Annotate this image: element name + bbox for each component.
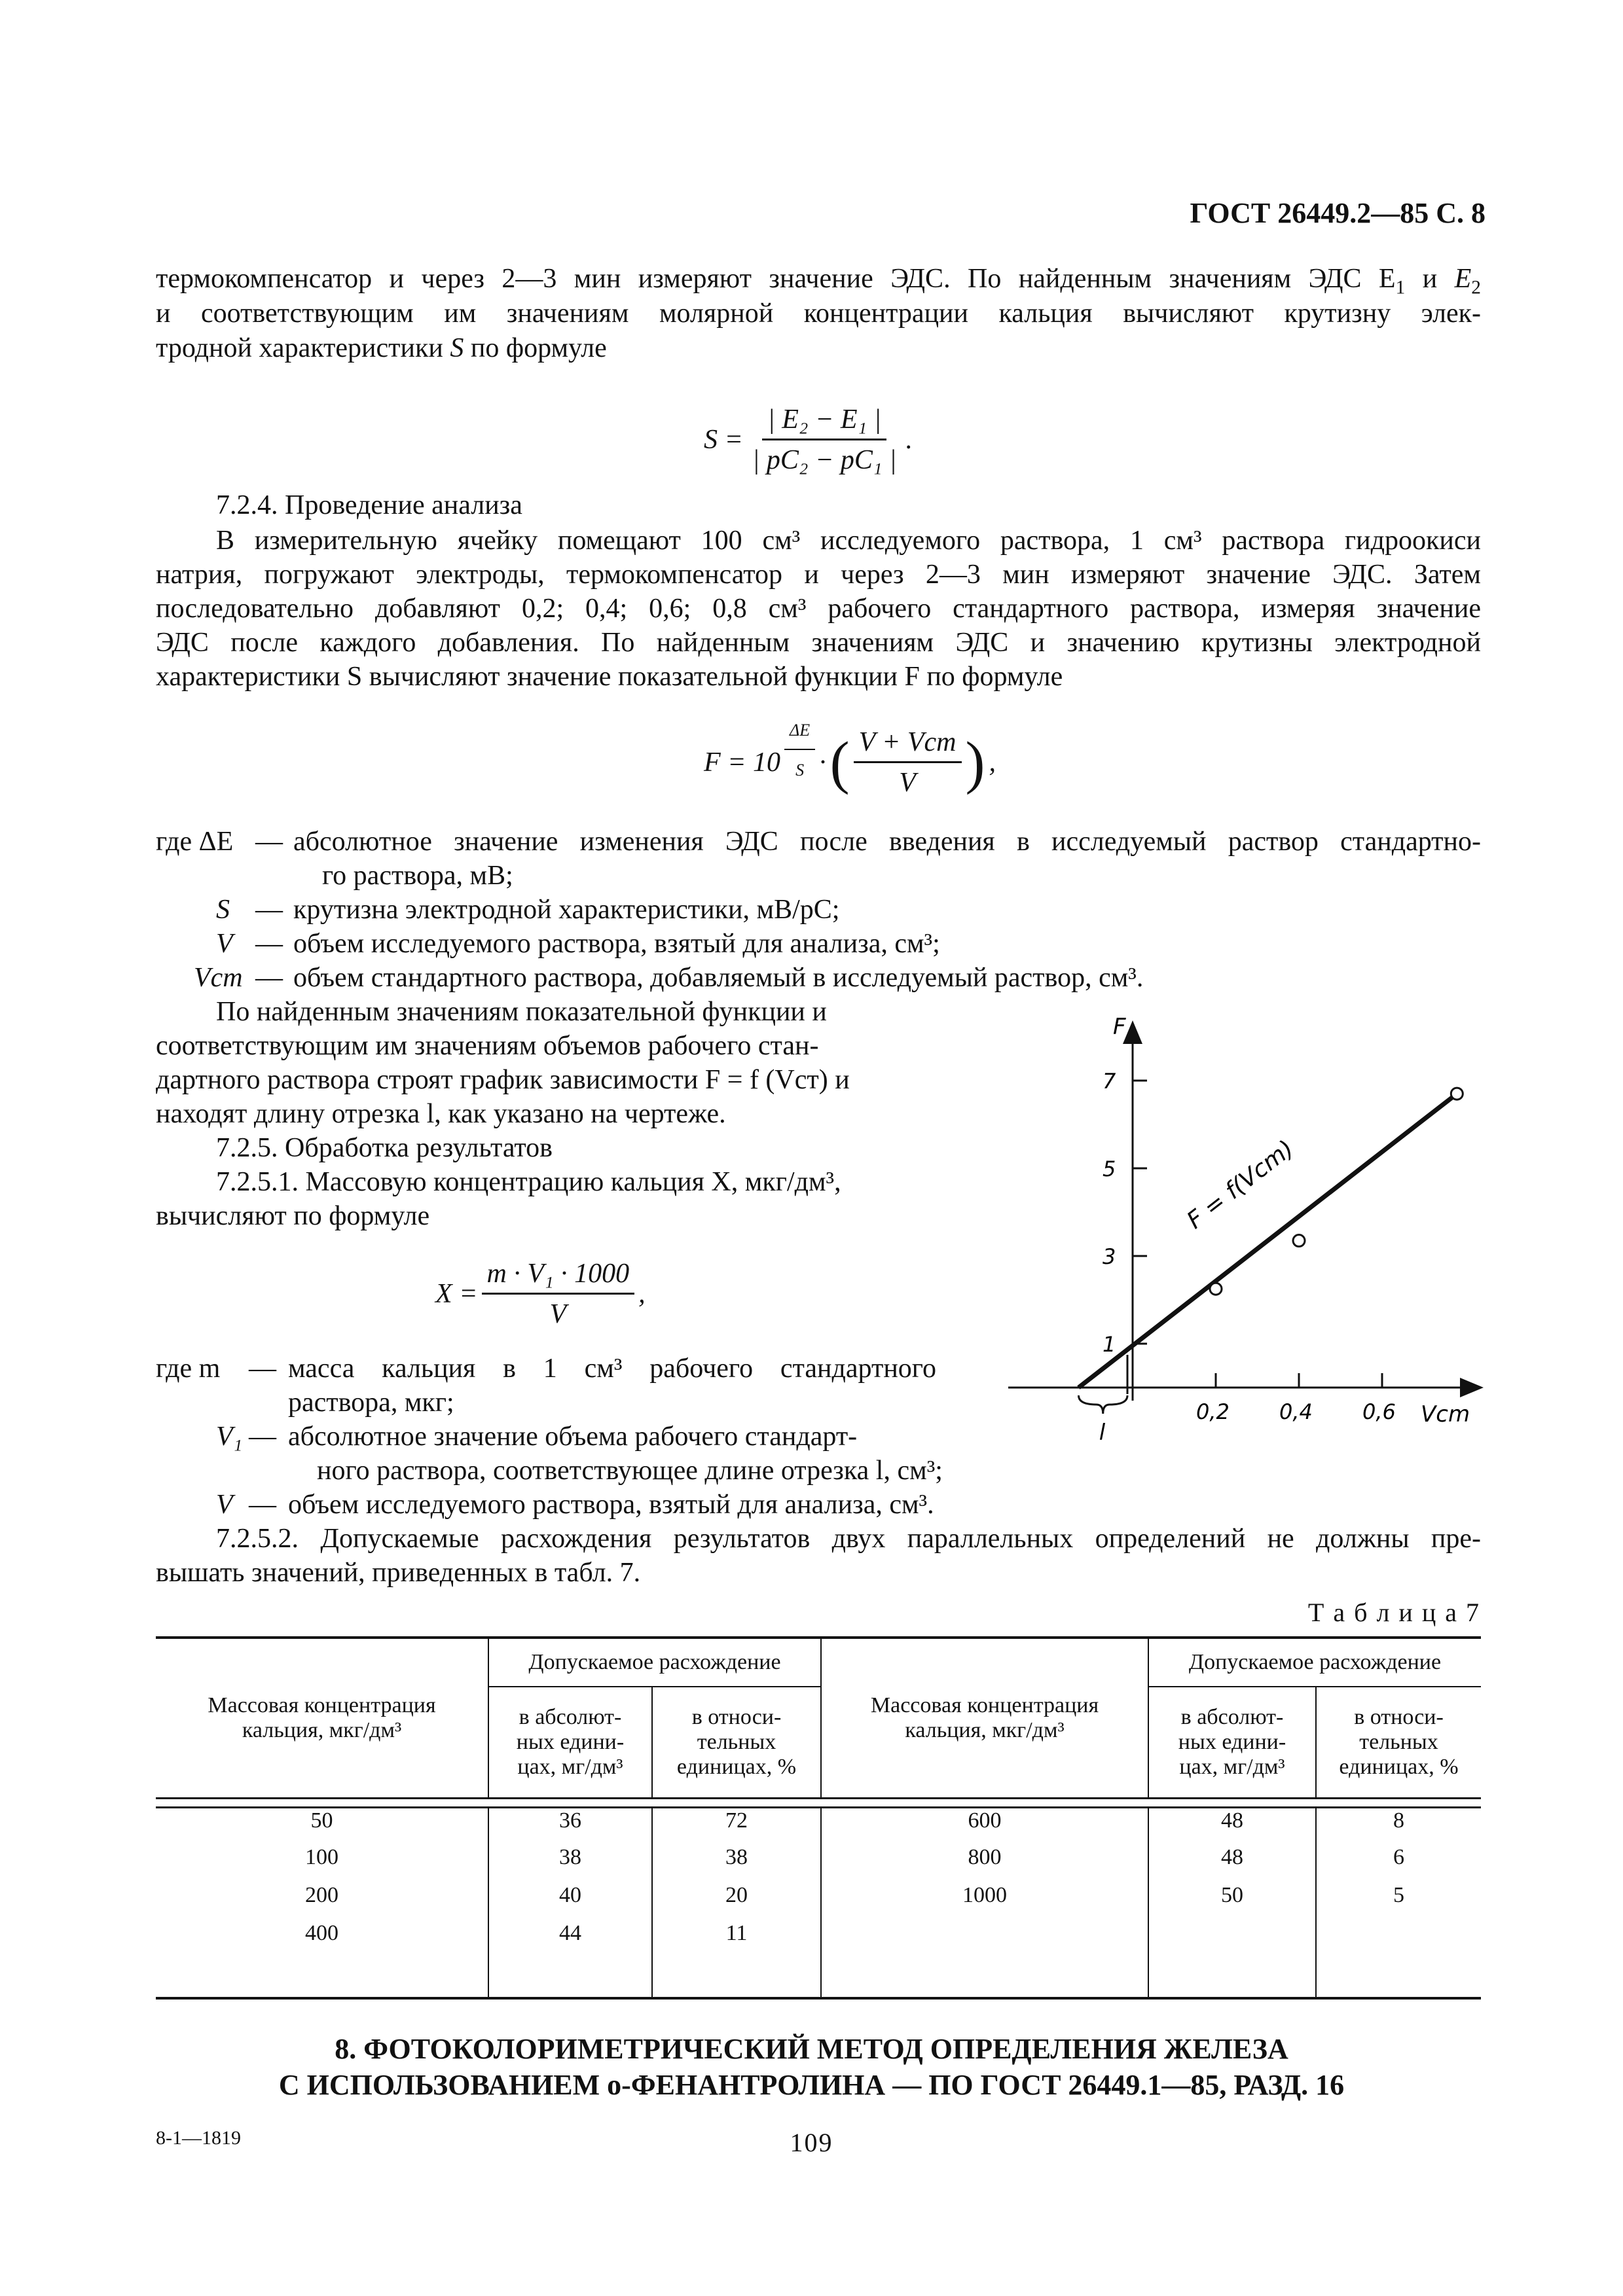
formula-fraction: $\frac{\text{| E₂ − E₁ |}}{\text{| pC₂ − pC₁ |}}$: [747, 403, 902, 478]
legend-dash: —: [249, 1354, 276, 1384]
legend-text: раствора, мкг;: [288, 1388, 454, 1418]
formula-f: F = 10 $\frac{\Delta E}{S}$ · ( $\frac{\text{V + Vст}}{V}$ ) ,: [704, 725, 996, 800]
legend-symbol: V₁: [216, 1422, 243, 1452]
footer-code: 8-1—1819: [156, 2127, 241, 2149]
section-heading: С ИСПОЛЬЗОВАНИЕМ о-ФЕНАНТРОЛИНА — ПО ГОСТ 26449.1—85, РАЗД. 16: [278, 2069, 1345, 2101]
legend-dash: —: [249, 1490, 276, 1520]
y-ticks: [1103, 1069, 1147, 1357]
legend-symbol: V: [216, 929, 233, 959]
legend-intro: где ΔE: [156, 827, 234, 857]
legend-symbol: V: [216, 1490, 233, 1520]
x-tick-label: 0,4: [1279, 1399, 1313, 1424]
paragraph-line: последовательно добавляют 0,2; 0,4; 0,6; 0,8 см³ рабочего стандартного раствора, измеряя значение: [156, 594, 1481, 624]
segment-l-label: l: [1099, 1420, 1106, 1440]
paren-right: ): [965, 730, 985, 795]
paragraph-line: термокомпенсатор и через 2—3 мин измеряют значение ЭДС. По найденным значениям ЭДС $E_1$ и $E_2$: [156, 264, 1481, 298]
paragraph-line: соответствующим им значениям объемов рабочего стан-: [156, 1031, 819, 1061]
paragraph-line: По найденным значениям показательной функции и: [216, 997, 827, 1027]
data-point: [1293, 1235, 1305, 1247]
series-line-label: F = f(Vcm): [1182, 1135, 1299, 1234]
header-deviation: Допускаемое расхождение: [488, 1638, 821, 1687]
table-row: 200 40 20 1000 50 5: [156, 1883, 1481, 1921]
data-point: [1210, 1283, 1222, 1295]
legend-text: абсолютное значение изменения ЭДС после введения в исследуемый раствор стандартно-: [293, 827, 1481, 857]
paragraph-line: находят длину отрезка l, как указано на чертеже.: [156, 1099, 726, 1129]
legend-dash: —: [255, 895, 283, 925]
header-relative: в относи- тельных единицах, %: [652, 1687, 821, 1798]
legend-text: объем исследуемого раствора, взятый для анализа, см³.: [288, 1490, 934, 1520]
paragraph-line: тродной характеристики S по формуле: [156, 333, 607, 363]
section-title: 7.2.4. Проведение анализа: [216, 490, 522, 520]
data-point: [1451, 1088, 1463, 1100]
legend-symbol: S: [216, 895, 230, 925]
header-concentration: Массовая концентрация кальция, мкг/дм³: [156, 1638, 488, 1798]
table-row: 400 44 11: [156, 1921, 1481, 1959]
legend-dash: —: [255, 963, 283, 993]
legend-intro: где m: [156, 1354, 221, 1384]
legend-text: абсолютное значение объема рабочего стандарт-: [288, 1422, 858, 1452]
formula-x: X = $\frac{\text{m · V₁ · 1000}}{V}$ ,: [435, 1257, 646, 1332]
y-axis-label: F: [1113, 1014, 1126, 1040]
y-tick-label: 7: [1103, 1069, 1116, 1094]
table-row: 100 38 38 800 48 6: [156, 1845, 1481, 1883]
paragraph-line: и соответствующим им значениям молярной концентрации кальция вычисляют крутизну элек-: [156, 298, 1481, 329]
table-7: [156, 1636, 1481, 2000]
x-tick-label: 0,6: [1362, 1399, 1396, 1424]
formula-lhs: S =: [704, 425, 743, 455]
paren-left: (: [830, 730, 850, 795]
table-row: [156, 1959, 1481, 1998]
header-double-rule: [156, 1798, 1481, 1807]
chart: [1002, 1008, 1486, 1440]
x-ticks: [1196, 1373, 1396, 1424]
legend-text: го раствора, мВ;: [322, 861, 513, 891]
legend-dash: —: [255, 827, 283, 857]
legend-dash: —: [255, 929, 283, 959]
paragraph-line: характеристики S вычисляют значение показательной функции F по формуле: [156, 662, 1063, 692]
table-row: 50 36 72 600 48 8: [156, 1807, 1481, 1845]
formula-s: S = $\frac{\text{| E₂ − E₁ |}}{\text{| pC₂ − pC₁ |}}$ .: [704, 403, 913, 478]
paragraph-line: вычисляют по формуле: [156, 1201, 430, 1231]
legend-text: масса кальция в 1 см³ рабочего стандартного: [288, 1354, 936, 1384]
header-concentration: Массовая концентрация кальция, мкг/дм³: [821, 1638, 1148, 1798]
paragraph-line: ЭДС после каждого добавления. По найденным значениям ЭДС и значению крутизны электродной: [156, 628, 1481, 658]
paragraph-line: вышать значений, приведенных в табл. 7.: [156, 1558, 641, 1588]
y-tick-label: 1: [1103, 1332, 1116, 1357]
table-caption: Т а б л и ц а 7: [1307, 1598, 1480, 1627]
formula-fraction: $\frac{\text{m · V₁ · 1000}}{V}$: [482, 1257, 635, 1332]
formula-exponent: $\frac{\Delta E}{S}$: [784, 713, 815, 787]
legend-text: ного раствора, соответствующее длине отрезка l, см³;: [317, 1456, 943, 1486]
x-tick-label: 0,2: [1196, 1399, 1230, 1424]
header-absolute: в абсолют- ных едини- цах, мг/дм³: [488, 1687, 652, 1798]
legend-symbol: Vст: [194, 963, 243, 993]
segment-l-brace: [1078, 1395, 1127, 1414]
x-axis-label: Vcm: [1421, 1401, 1470, 1427]
y-tick-label: 5: [1103, 1157, 1116, 1181]
paragraph-line: В измерительную ячейку помещают 100 см³ исследуемого раствора, 1 см³ раствора гидроокиси: [216, 526, 1481, 556]
formula-fraction: $\frac{\text{V + Vст}}{V}$: [854, 725, 962, 800]
legend-dash: —: [249, 1422, 276, 1452]
header-relative: в относи- тельных единицах, %: [1339, 1704, 1459, 1779]
y-tick-label: 3: [1103, 1244, 1116, 1269]
legend-text: объем исследуемого раствора, взятый для анализа, см³;: [293, 929, 940, 959]
header-absolute: в абсолют- ных едини- цах, мг/дм³: [1148, 1687, 1316, 1798]
paragraph-line: 7.2.5.2. Допускаемые расхождения результатов двух параллельных определений не должны пре-: [216, 1524, 1481, 1554]
header-deviation: Допускаемое расхождение: [1148, 1638, 1481, 1687]
legend-text: объем стандартного раствора, добавляемый в исследуемый раствор, см³.: [293, 963, 1144, 993]
page-number: 109: [790, 2128, 833, 2157]
paragraph-line: дартного раствора строят график зависимости F = f (Vст) и: [156, 1065, 850, 1095]
section-title: 7.2.5. Обработка результатов: [216, 1133, 553, 1163]
legend-text: крутизна электродной характеристики, мВ/pC;: [293, 895, 840, 925]
page-header: ГОСТ 26449.2—85 С. 8: [1190, 197, 1486, 229]
paragraph-line: 7.2.5.1. Массовую концентрацию кальция X, мкг/дм³,: [216, 1167, 841, 1197]
paragraph-line: натрия, погружают электроды, термокомпенсатор и через 2—3 мин измеряют значение ЭДС. Затем: [156, 560, 1481, 590]
section-heading: 8. ФОТОКОЛОРИМЕТРИЧЕСКИЙ МЕТОД ОПРЕДЕЛЕНИЯ ЖЕЛЕЗА: [335, 2033, 1288, 2065]
